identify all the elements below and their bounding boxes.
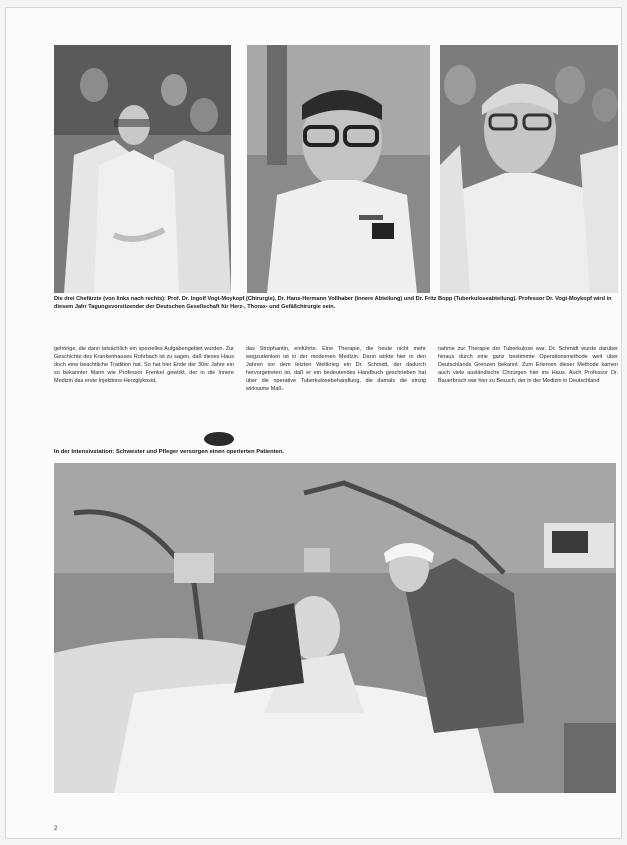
- article-columns: [54, 345, 618, 431]
- portrait-photo-dr: [440, 45, 618, 293]
- article-column-3: nahme zur Therapie der Tuberkulose war. Dr. Schmidt wurde darüber hinaus durch eine ganz bestimmte Operationsmethode weit über Deutschlands Grenzen bekannt. Zum Erlernen dieser Methode kamen auch viele ausländische Chirurgen hier ins Haus. Auch Professor Dr. Bauerbruch war hier zu Besuch, der in der Medizin in Deutschland: [438, 346, 618, 385]
- photo-caption-bottom: In der Intensivstation: Schwester und Pfleger versorgen einen operierten Patienten.: [54, 449, 284, 455]
- photo-caption-top: Die drei Chefärzte (von links nach rechts): Prof. Dr. Ingolf Vogt-Moykopf (Chirurgie), Dr. Hans-Hermann Vollhaber (Innere Abteilung) und Dr. Fritz Bopp (Tuberkuloseabteilung). Professor Dr. Vogt-Moykopf wird in diesem Jahr Tagungsvorsitzender der Deutschen Gesellschaft für Herz-, Thorax- und Gefäßchirurgie sein.: [54, 296, 612, 310]
- print-mark: [204, 432, 234, 446]
- page-number: 2: [54, 826, 58, 832]
- portrait-photo-prof: [247, 45, 430, 293]
- intensive-care-photo: [54, 463, 616, 793]
- magazine-page: [6, 8, 621, 838]
- article-column-1: gehörige, die dann tatsächlich ein spezielles Aufgabengebiet wurden. Zur Geschichte des Krankenhauses Rohrbach ist zu sagen, daß dieses Haus doch eine beachtliche Tradition hat. So hat hier Ende der 30er Jahre ein so bekannter Mann wie Professor Frenkel gewirkt, der in die Innere Medizin das erste Injektions-Herzglykosid,: [54, 346, 234, 385]
- three-doctors-photo: [54, 45, 231, 293]
- article-column-2: das Strophantin, einführte. Eine Therapie, die heute nicht mehr wegzudenken ist in der modernen Medizin. Dann wirkte hier in den Jahren vor dem letzten Weltkrieg ein Dr. Schmidt, der dadurch hervorgetreten ist, daß er ein bedeutendes Handbuch geschrieben hat über die operative Tuberkulosebehandlung, die damals die einzig wirksame Maß-: [246, 346, 426, 393]
